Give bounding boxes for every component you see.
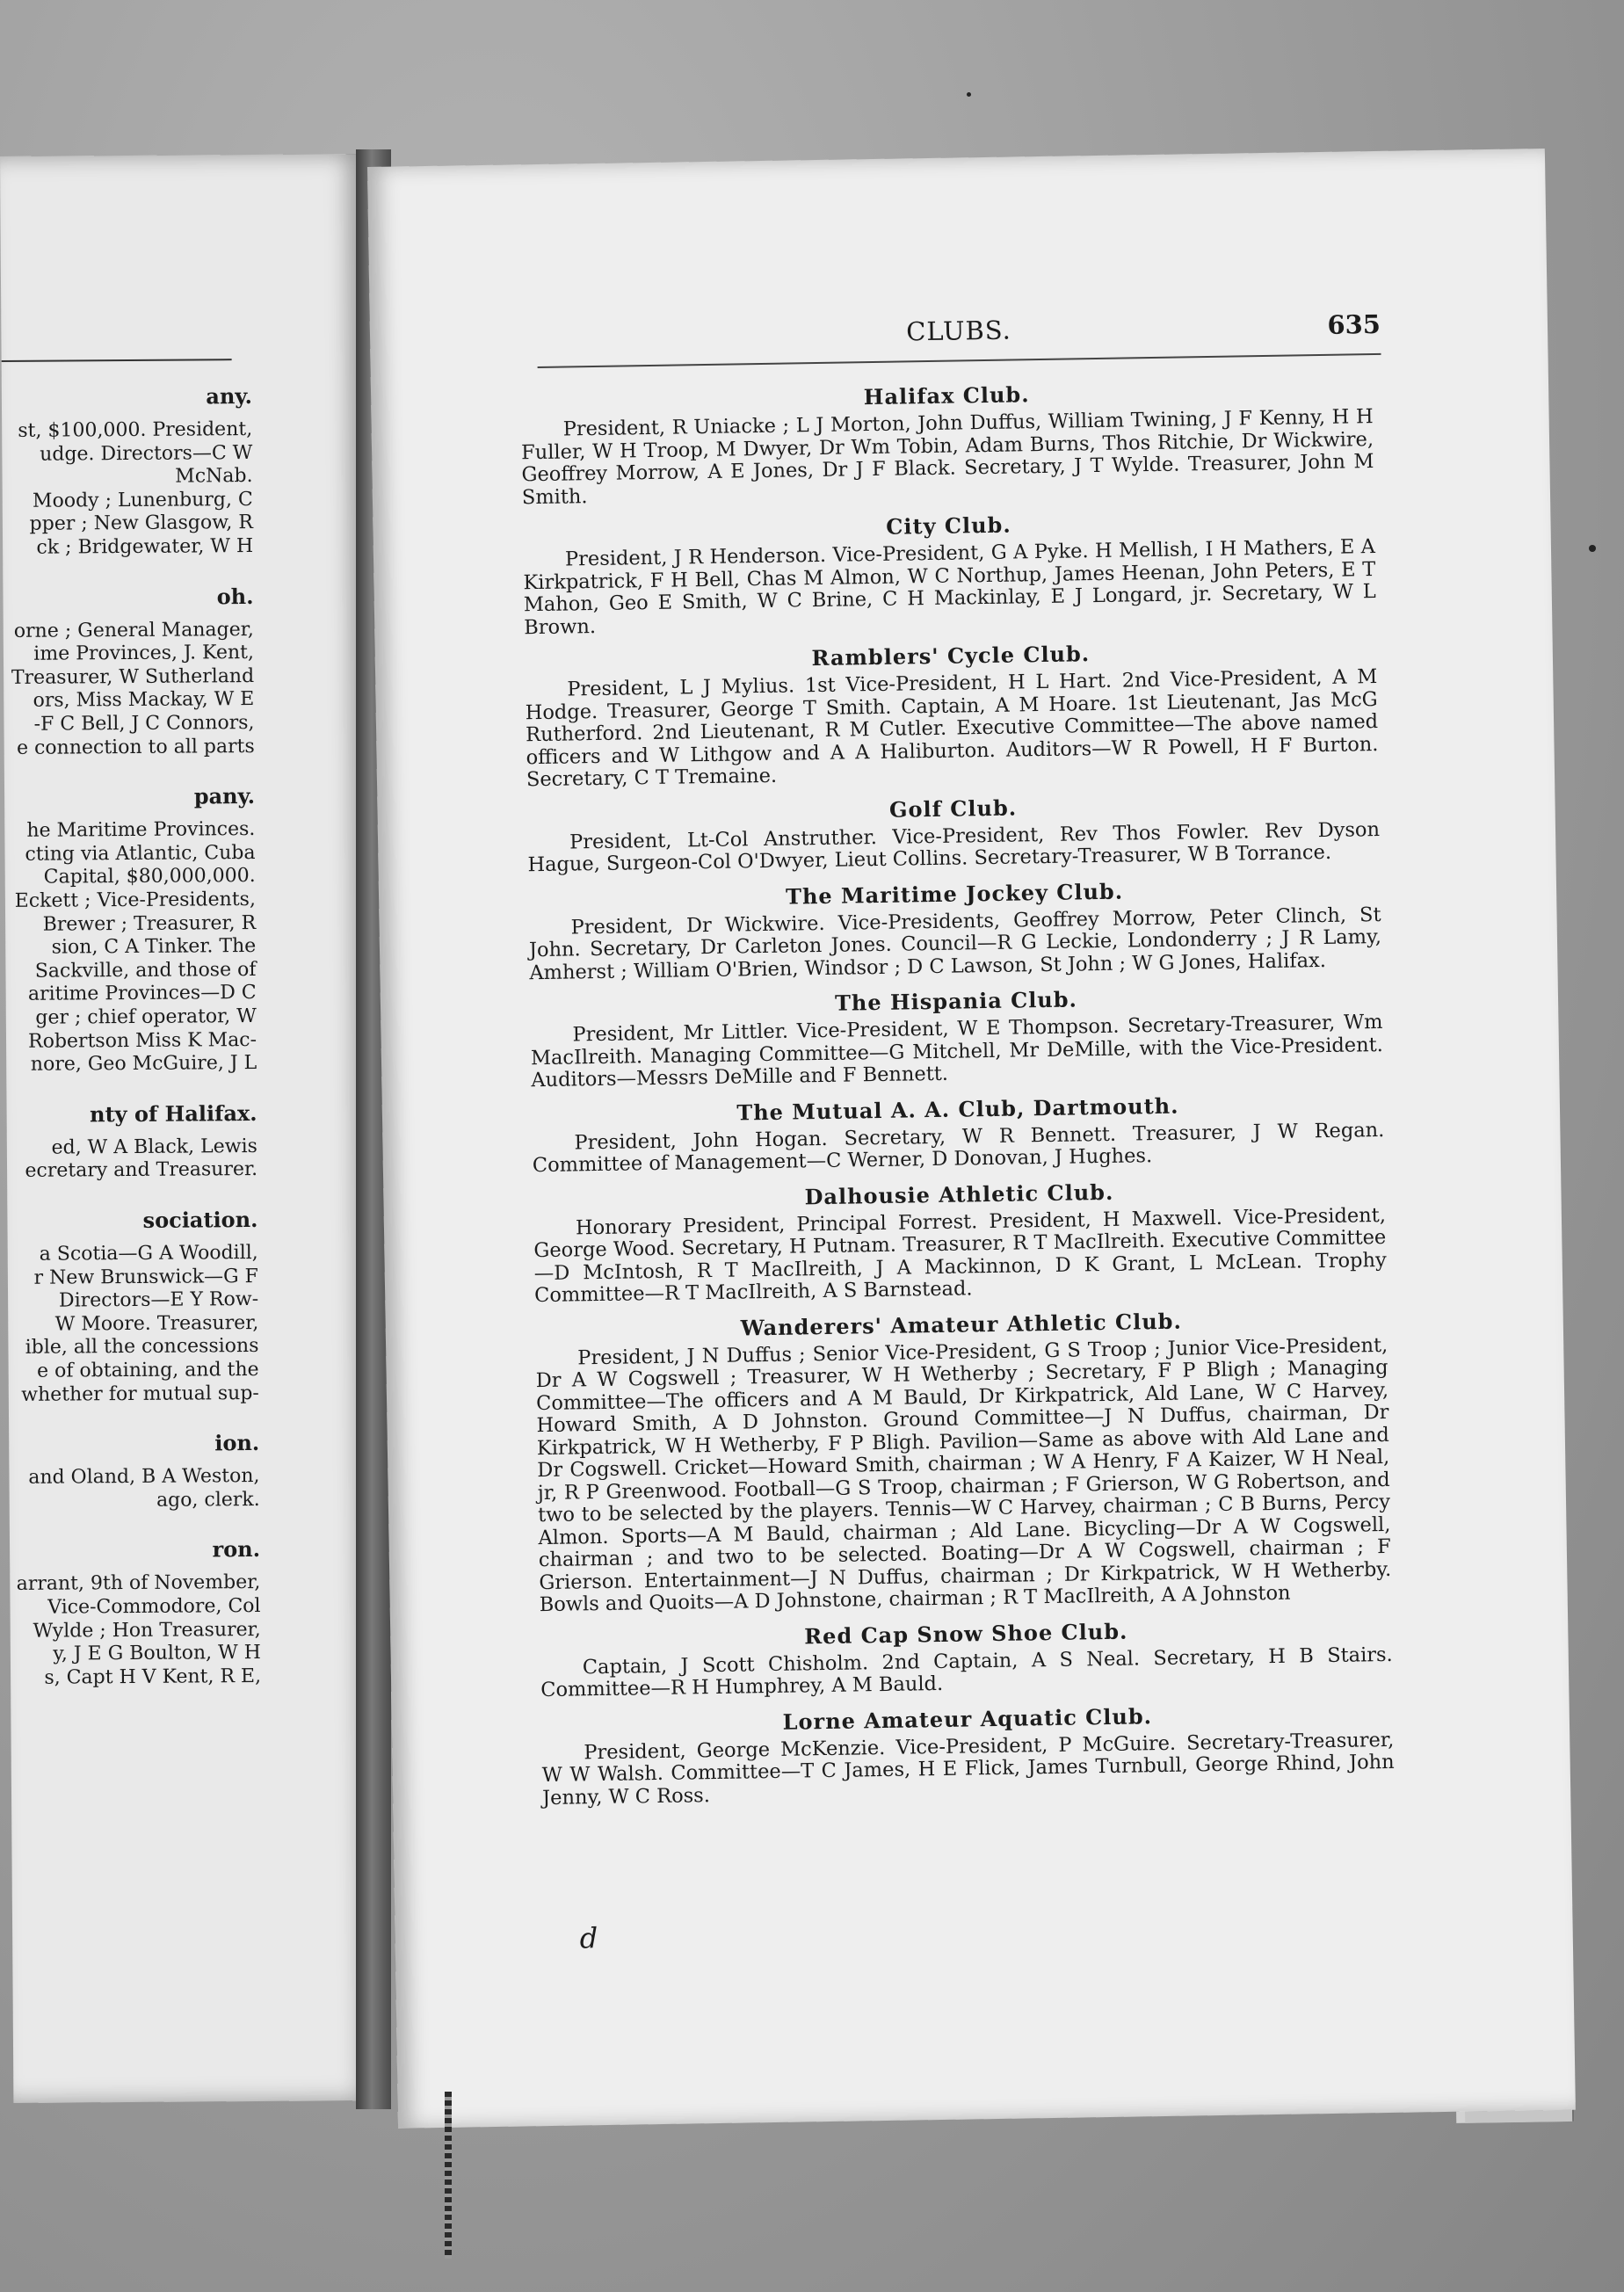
club-entry (520, 376, 1374, 509)
club-name: Golf Club. (888, 794, 1018, 823)
left-text-line: arrant, 9th of November, (16, 1571, 261, 1596)
club-entry (535, 1304, 1392, 1616)
left-header-rule (2, 359, 232, 362)
left-text-line: pper ; New Glasgow, R (29, 511, 254, 536)
club-name: The Mutual A. A. Club, Dartmouth. (736, 1092, 1179, 1126)
clubs-list (520, 376, 1395, 1820)
left-text-line: ck ; Bridgewater, W H (36, 534, 254, 559)
binder-mark (445, 2092, 452, 2259)
left-text-line: Robertson Miss K Mac- (28, 1028, 257, 1053)
left-section-heading: sociation. (142, 1206, 258, 1233)
club-name: Dalhousie Athletic Club. (804, 1179, 1114, 1209)
left-section-heading: any. (206, 383, 253, 410)
club-officers-text: President, R Uniacke ; L J Morton, John Duffus, William Twining, J F Kenny, H H Fuller, W H Troop, M Dwyer, Dr Wm Tobin, Adam Burns, Thos Ritchie, Dr Wickwire, Geoffrey Morrow, A E Jones, Dr J F Black. Secretary, J T Wylde. Treasurer, John M Smith. (520, 405, 1374, 509)
left-text-line: r New Brunswick—G F (33, 1265, 258, 1289)
left-text-line: a Scotia—G A Woodill, (39, 1241, 258, 1266)
left-text-line: ecretary and Treasurer. (25, 1158, 258, 1183)
left-text-line: ger ; chief operator, W (35, 1005, 257, 1029)
club-name: Lorne Amateur Aquatic Club. (782, 1702, 1153, 1735)
left-text-line: and Oland, B A Weston, (28, 1465, 260, 1489)
left-text-line: Capital, $80,000,000. (43, 865, 256, 889)
left-text-line: orne ; General Manager, (13, 618, 254, 642)
footer-signature: d (579, 1921, 598, 1955)
club-officers-text: President, L J Mylius. 1st Vice-President, H L Hart. 2nd Vice-President, A M Hodge. Treasurer, George T Smith. Captain, A M Hoare. 1st Lieutenant, Jas McG Rutherford. 2nd Lieutenant, R M Cutler. Executive Committee—The above named officers and W Lithgow and A A Haliburton. Auditors—W R Powell, H F Burton. Secretary, C T Tremaine. (525, 665, 1379, 792)
club-officers-text: President, J N Duffus ; Senior Vice-President, G S Troop ; Junior Vice-President, Dr A W Cogswell ; Treasurer, W H Wetherby ; Secretary, F P Bligh ; Managing Committee—The officers and A M Bauld, Dr Kirkpatrick, Ald Lane, W C Harvey, Howard Smith, A D Johnston. Ground Committee—J N Duffus, chairman, Dr Kirkpatrick, W H Wetherby, F P Bligh. Pavilion—Same as above with Ald Lane and Dr Cogswell. Cricket—Howard Smith, chairman ; W A Henry, F A Kaizer, W H Neal, jr, R P Greenwood. Football—G S Troop, chairman ; F Grierson, W G Robertson, and two to be selected by the players. Tennis—W C Harvey, chairman ; C B Burns, Percy Almon. Sports—A M Bauld, chairman ; Ald Lane. Bicycling—Dr A W Cogswell, chairman ; and two to be selected. Boating—Dr A W Cogswell, chairman ; F Grierson. Entertainment—J N Duffus, chairman ; Dr Kirkpatrick, W H Wetherby. Bowls and Quoits—A D Johnstone, chairman ; R T MacIlreith, A A Johnston (535, 1333, 1392, 1617)
club-officers-text: Honorary President, Principal Forrest. President, H Maxwell. Vice-President, George Wood. Secretary, H Putnam. Treasurer, R T MacIlreith. Executive Committee—D McIntosh, R T MacIlreith, J A Mackinnon, D K Grant, L McLean. Trophy Committee—R T MacIlreith, A S Barnstead. (533, 1203, 1387, 1308)
club-entry (525, 636, 1379, 792)
left-text-line: ed, W A Black, Lewis (51, 1135, 257, 1159)
club-name: Halifax Club. (863, 381, 1030, 410)
left-text-line: Treasurer, W Sutherland (11, 664, 255, 689)
club-name: Red Cap Snow Shoe Club. (803, 1618, 1128, 1649)
left-text-line: y, J E G Boulton, W H (53, 1642, 261, 1665)
right-page (367, 149, 1576, 2129)
club-entry (522, 506, 1376, 639)
left-text-line: Eckett ; Vice-Presidents, (14, 888, 256, 912)
left-text-line: Sackville, and those of (34, 958, 257, 983)
left-section-heading: nty of Halifax. (89, 1099, 257, 1128)
club-name: Ramblers' Cycle Club. (811, 641, 1091, 671)
page-header (537, 309, 1381, 358)
left-text-line: -F C Bell, J C Connors, (33, 711, 255, 736)
dust-speck (1589, 545, 1596, 552)
club-officers-text: President, Mr Littler. Vice-President, W E Thompson. Secretary-Treasurer, Wm MacIlreith. Managing Committee—G Mitchell, Mr DeMille, with the Vice-President. Auditors—Messrs DeMille and F Bennett. (530, 1010, 1384, 1092)
left-text-line: McNab. (175, 465, 253, 488)
club-entry (528, 874, 1382, 984)
left-section-heading: ion. (214, 1430, 260, 1456)
club-entry (530, 982, 1384, 1092)
left-text-line: ors, Miss Mackay, W E (33, 688, 255, 713)
club-officers-text: President, George McKenzie. Vice-President, P McGuire. Secretary-Treasurer, W W Walsh. Committee—T C James, H E Flick, James Turnbull, George Rhind, John Jenny, W C Ross. (541, 1728, 1395, 1810)
left-text-line: cting via Atlantic, Cuba (25, 841, 256, 866)
club-officers-text: President, Lt-Col Anstruther. Vice-President, Rev Thos Fowler. Rev Dyson Hague, Surgeon-Col O'Dwyer, Lieut Collins. Secretary-Treasurer, W B Torrance. (527, 817, 1381, 877)
left-text-line: e of obtaining, and the (37, 1358, 259, 1382)
left-text-line: udge. Directors—C W (40, 441, 253, 466)
club-officers-text: Captain, J Scott Chisholm. 2nd Captain, A S Neal. Secretary, H B Stairs. Committee—R H Humphrey, A M Bauld. (540, 1643, 1393, 1702)
left-section-heading: pany. (193, 783, 256, 809)
left-text-line: ago, clerk. (156, 1488, 260, 1512)
left-text-line: e connection to all parts (16, 735, 255, 759)
club-entry (540, 1614, 1393, 1701)
left-text-line: Moody ; Lunenburg, C (32, 488, 253, 512)
club-entry (526, 789, 1380, 877)
left-text-line: Vice-Commodore, Col (47, 1594, 261, 1619)
left-text-line: Brewer ; Treasurer, R (42, 911, 257, 936)
left-text-line: whether for mutual sup- (21, 1382, 259, 1406)
left-text-line: nore, Geo McGuire, J L (30, 1052, 257, 1076)
club-officers-text: President, Dr Wickwire. Vice-Presidents, Geoffrey Morrow, Peter Clinch, St John. Secretary, Dr Carleton Jones. Council—R G Leckie, Londonderry ; J R Lamy, Amherst ; William O'Brien, Windsor ; D C Lawson, St John ; W G Jones, Halifax. (528, 903, 1382, 984)
club-name: The Hispania Club. (834, 986, 1078, 1016)
club-name: The Maritime Jockey Club. (785, 878, 1124, 910)
left-text-line: s, Capt H V Kent, R E, (44, 1665, 262, 1689)
left-text-line: st, $100,000. President, (18, 418, 253, 442)
club-officers-text: President, John Hogan. Secretary, W R Bennett. Treasurer, J W Regan. Committee of Management—C Werner, D Donovan, J Hughes. (532, 1118, 1385, 1178)
running-title: CLUBS. (905, 315, 1012, 347)
left-text-line: he Maritime Provinces. (26, 818, 256, 842)
club-name: City Club. (886, 511, 1011, 540)
left-text-line: Directors—E Y Row- (58, 1288, 259, 1312)
left-text-line: W Moore. Treasurer, (54, 1311, 259, 1336)
left-section-heading: oh. (216, 583, 254, 609)
left-text-line: ime Provinces, J. Kent, (33, 642, 255, 665)
left-section-heading: ron. (212, 1536, 261, 1563)
page-number: 635 (1327, 308, 1381, 340)
club-entry (532, 1089, 1385, 1177)
left-text-line: ible, all the concessions (25, 1335, 259, 1360)
dust-speck (967, 92, 971, 97)
left-page (0, 154, 378, 2103)
left-text-line: aritime Provinces—D C (27, 982, 257, 1006)
left-text-line: Wylde ; Hon Treasurer, (33, 1618, 261, 1643)
left-text-line: sion, C A Tinker. The (51, 935, 257, 959)
club-name: Wanderers' Amateur Athletic Club. (740, 1308, 1183, 1340)
club-entry (533, 1174, 1387, 1307)
club-officers-text: President, J R Henderson. Vice-President, G A Pyke. H Mellish, I H Mathers, E A Kirkpatrick, F H Bell, Chas M Almon, W C Northup, James Heenan, John Peters, E T Mahon, Geo E Smith, W C Brine, C H Mackinlay, E J Longard, jr. Secretary, W L Brown. (523, 535, 1376, 639)
club-entry (541, 1699, 1396, 1810)
header-rule (538, 353, 1381, 368)
